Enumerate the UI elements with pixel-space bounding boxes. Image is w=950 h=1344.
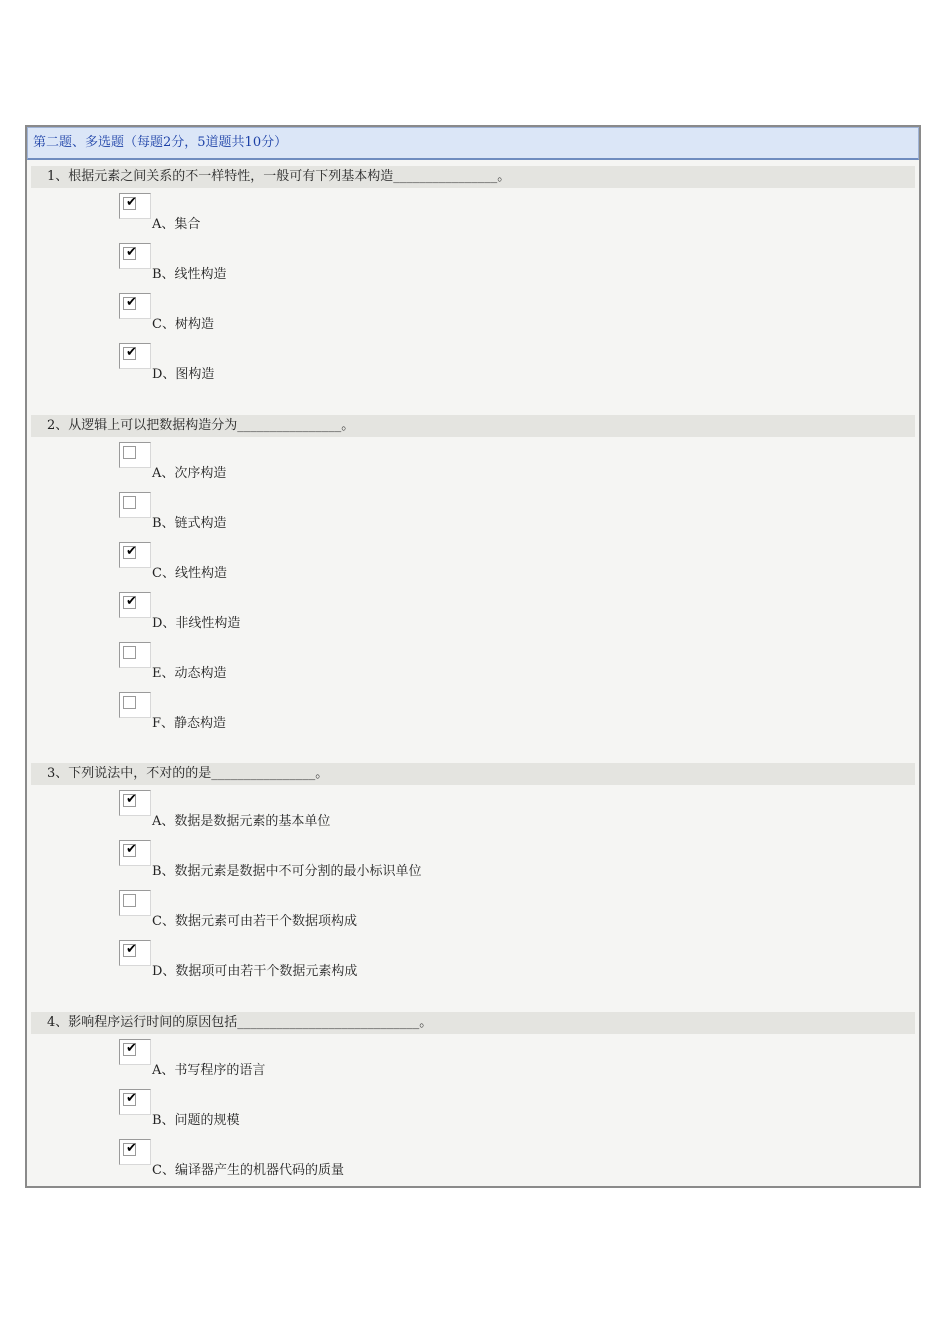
question-4-option-2 — [119, 1089, 619, 1135]
option-label: A、次序构造 — [152, 466, 227, 481]
question-2-option-3 — [119, 542, 619, 588]
option-checkbox[interactable] — [119, 193, 151, 219]
option-checkbox[interactable] — [119, 642, 151, 668]
checkbox-square — [123, 247, 136, 260]
option-label: A、数据是数据元素的基本单位 — [152, 814, 331, 829]
checkbox-square — [123, 844, 136, 857]
question-1-option-4 — [119, 343, 619, 389]
option-checkbox[interactable] — [119, 692, 151, 718]
option-label: A、集合 — [152, 217, 201, 232]
option-label: D、图构造 — [152, 367, 215, 382]
question-1-title: 1、根据元素之间关系的不一样特性，一般可有下列基本构造________________。 — [31, 166, 915, 188]
checkbox-square — [123, 596, 136, 609]
checkmark-icon: ✔ — [126, 842, 137, 857]
question-3-title: 3、下列说法中，不对的的是________________。 — [31, 763, 915, 785]
option-label: B、线性构造 — [152, 267, 227, 282]
checkmark-icon: ✔ — [126, 195, 137, 210]
option-checkbox[interactable] — [119, 890, 151, 916]
option-label: D、数据项可由若干个数据元素构成 — [152, 964, 358, 979]
option-label: B、问题的规模 — [152, 1113, 240, 1128]
question-1-option-3 — [119, 293, 619, 339]
question-2-option-2 — [119, 492, 619, 538]
option-checkbox[interactable] — [119, 343, 151, 369]
checkbox-square — [123, 944, 136, 957]
checkbox-square — [123, 496, 136, 509]
question-3-option-3 — [119, 890, 619, 936]
option-checkbox[interactable] — [119, 1039, 151, 1065]
question-1-option-2 — [119, 243, 619, 289]
checkbox-square — [123, 197, 136, 210]
question-4-option-1 — [119, 1039, 619, 1085]
checkmark-icon: ✔ — [126, 544, 137, 559]
checkbox-square — [123, 696, 136, 709]
question-1-option-1 — [119, 193, 619, 239]
question-2-option-6 — [119, 692, 619, 738]
question-4-option-3 — [119, 1139, 619, 1185]
question-2-option-4 — [119, 592, 619, 638]
option-checkbox[interactable] — [119, 940, 151, 966]
option-label: C、树构造 — [152, 317, 214, 332]
option-label: A、书写程序的语言 — [152, 1063, 266, 1078]
checkbox-square — [123, 1043, 136, 1056]
option-label: E、动态构造 — [152, 666, 227, 681]
checkmark-icon: ✔ — [126, 792, 137, 807]
question-3-option-1 — [119, 790, 619, 836]
checkbox-square — [123, 794, 136, 807]
option-checkbox[interactable] — [119, 1089, 151, 1115]
checkmark-icon: ✔ — [126, 1141, 137, 1156]
checkbox-square — [123, 646, 136, 659]
option-checkbox[interactable] — [119, 243, 151, 269]
question-3-option-2 — [119, 840, 619, 886]
option-checkbox[interactable] — [119, 542, 151, 568]
option-label: C、线性构造 — [152, 566, 227, 581]
question-2-option-5 — [119, 642, 619, 688]
option-label: F、静态构造 — [152, 716, 227, 731]
checkbox-square — [123, 1093, 136, 1106]
checkmark-icon: ✔ — [126, 345, 137, 360]
question-3-option-4 — [119, 940, 619, 986]
checkbox-square — [123, 347, 136, 360]
checkmark-icon: ✔ — [126, 1091, 137, 1106]
checkmark-icon: ✔ — [126, 295, 137, 310]
checkbox-square — [123, 446, 136, 459]
option-label: C、编译器产生的机器代码的质量 — [152, 1163, 344, 1178]
option-checkbox[interactable] — [119, 1139, 151, 1165]
checkbox-square — [123, 297, 136, 310]
question-2-title: 2、从逻辑上可以把数据构造分为________________。 — [31, 415, 915, 437]
section-title: 第二题、多选题（每题2分，5道题共10分） — [27, 127, 919, 160]
checkbox-square — [123, 1143, 136, 1156]
option-label: B、数据元素是数据中不可分割的最小标识单位 — [152, 864, 422, 879]
question-panel — [25, 125, 921, 1188]
option-checkbox[interactable] — [119, 442, 151, 468]
checkmark-icon: ✔ — [126, 942, 137, 957]
option-label: B、链式构造 — [152, 516, 227, 531]
checkbox-square — [123, 546, 136, 559]
checkbox-square — [123, 894, 136, 907]
checkmark-icon: ✔ — [126, 1041, 137, 1056]
question-2-option-1 — [119, 442, 619, 488]
option-checkbox[interactable] — [119, 840, 151, 866]
option-label: D、非线性构造 — [152, 616, 241, 631]
option-checkbox[interactable] — [119, 293, 151, 319]
option-checkbox[interactable] — [119, 592, 151, 618]
checkmark-icon: ✔ — [126, 245, 137, 260]
option-label: C、数据元素可由若干个数据项构成 — [152, 914, 357, 929]
option-checkbox[interactable] — [119, 492, 151, 518]
question-4-title: 4、影响程序运行时间的原因包括____________________________。 — [31, 1012, 915, 1034]
option-checkbox[interactable] — [119, 790, 151, 816]
checkmark-icon: ✔ — [126, 594, 137, 609]
